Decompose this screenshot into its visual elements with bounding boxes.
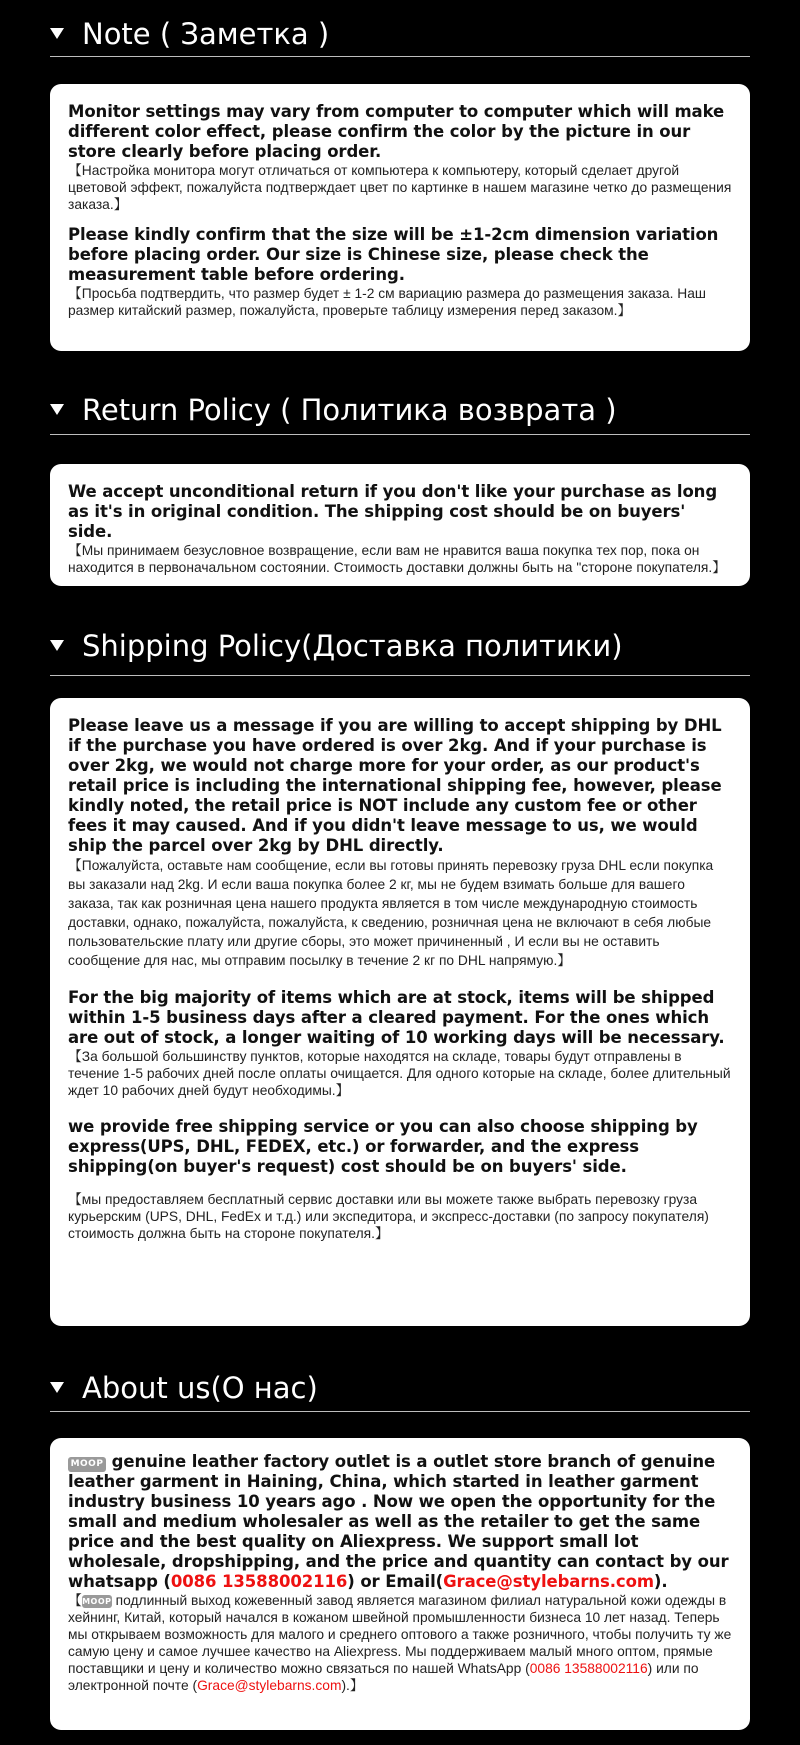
- brand-logo: MOOP: [68, 1457, 106, 1472]
- brand-logo: MOOP: [82, 1597, 112, 1606]
- about-paragraph-ru: 【MOOP подлинный выход кожевенный завод является магазином филиал натуральной кожи одежды в хейнинг, Китай, который начался в кожаном швейной промышленности бизнеса 10 лет назад. Теперь мы открываем возможность для малого и среднего оптового а также розничного, чтобы получить ту же самую цену и самое лучшее качество на Aliexpress. Мы поддерживаем малый много оптом, прямые поставщики и цену и количество можно связаться по нашей WhatsApp (0086 13588002116) или по электронной почте (Grace@stylebarns.com).】: [68, 1593, 732, 1693]
- note-paragraph-en: Monitor settings may vary from computer to computer which will make different color effect, please confirm the color by the picture in our store clearly before placing order.: [68, 102, 725, 161]
- caret-down-icon: [50, 1382, 64, 1393]
- return-paragraph-en: We accept unconditional return if you don't like your purchase as long as it's in original condition. The shipping cost should be on buyers' side.: [68, 482, 718, 541]
- email-address: Grace@stylebarns.com: [443, 1572, 654, 1591]
- size-paragraph-en: Please kindly confirm that the size will be ±1-2cm dimension variation before placing order. Our size is Chinese size, please check the measurement table before ordering.: [68, 225, 719, 284]
- dhl-paragraph-en: Please leave us a message if you are willing to accept shipping by DHL if the purchase you have ordered is over 2kg. And if your purchase is over 2kg, we would not charge more for your order, as our product's retail price is including the international shipping fee, however, please kindly noted, the retail price is NOT include any custom fee or other fees it may caused. And if you didn't leave message to us, we would ship the parcel over 2kg by DHL directly.: [68, 716, 722, 855]
- caret-down-icon: [50, 28, 64, 39]
- section-header-about-us: [50, 1371, 750, 1412]
- whatsapp-number: 0086 13588002116: [170, 1572, 348, 1591]
- section-header-return-policy: [50, 393, 750, 435]
- section-header-note: [50, 17, 750, 57]
- express-paragraph-en: we provide free shipping service or you can also choose shipping by express(UPS, DHL, FEDEX, etc.) or forwarder, and the express shipping(on buyer's request) cost should be on buyers' side.: [68, 1117, 698, 1176]
- note-card: [50, 84, 750, 351]
- stock-paragraph-ru: 【За большой большинству пунктов, которые находятся на складе, товары будут отправлены в течение 1-5 рабочих дней после оплаты очищается. Для одного которые на складе, более длительный ждет 10 рабочих дней будут необходимы.】: [68, 1049, 731, 1098]
- about-paragraph-en: MOOP genuine leather factory outlet is a outlet store branch of genuine leather garment in Haining, China, which started in leather garment industry business 10 years ago . Now we open the opportunity for the small and medium wholesaler as well as the retailer to get the same price and the best quality on Aliexpress. We support small lot wholesale, dropshipping, and the price and quantity can contact by our whatsapp (0086 13588002116) or Email(Grace@stylebarns.com).: [68, 1452, 729, 1591]
- return-policy-card: [50, 464, 750, 586]
- caret-down-icon: [50, 640, 64, 651]
- about-us-card: [50, 1438, 750, 1730]
- express-paragraph-ru: 【мы предоставляем бесплатный сервис доставки или вы можете также выбрать перевозку груза курьерским (UPS, DHL, FedEx и т.д.) или экспедитора, и экспресс-доставки (по запросу покупателя) стоимость должна быть на стороне покупателя.】: [68, 1192, 709, 1241]
- section-title: Note ( Заметка ): [82, 17, 330, 51]
- section-title: Return Policy ( Политика возврата ): [82, 393, 617, 427]
- return-paragraph-ru: 【Мы принимаем безусловное возвращение, если вам не нравится ваша покупка тех пор, пока он находится в первоначальном состоянии. Стоимость доставки должны быть на "стороне покупателя.】: [68, 543, 727, 575]
- caret-down-icon: [50, 404, 64, 415]
- size-paragraph-ru: 【Просьба подтвердить, что размер будет ± 1-2 см вариацию размера до размещения заказа. Наш размер китайский размер, пожалуйста, проверьте таблицу измерения перед заказом.】: [68, 286, 706, 318]
- email-address: Grace@stylebarns.com: [197, 1678, 342, 1693]
- note-paragraph-ru: 【Настройка монитора могут отличаться от компьютера к компьютеру, который сделает другой цветовой эффект, пожалуйста подтверждает цвет по картинке в нашем магазине четко до размещения заказа.】: [68, 163, 732, 212]
- section-title: Shipping Policy(Доставка политики): [82, 629, 623, 663]
- stock-paragraph-en: For the big majority of items which are at stock, items will be shipped within 1-5 business days after a cleared payment. For the ones which are out of stock, a longer waiting of 10 working days will be necessary.: [68, 988, 725, 1047]
- section-title: About us(О нас): [82, 1371, 318, 1405]
- shipping-policy-card: [50, 698, 750, 1326]
- whatsapp-number: 0086 13588002116: [529, 1661, 648, 1676]
- section-header-shipping-policy: [50, 629, 750, 676]
- dhl-paragraph-ru: 【Пожалуйста, оставьте нам сообщение, если вы готовы принять перевозку груза DHL если покупка вы заказали над 2kg. И если ваша покупка более 2 кг, мы не будем взимать больше для вашего заказа, так как розничная цена нашего продукта является в том числе международную стоимость доставки, однако, пожалуйста, пожалуйста, к сведению, розничная цена не включают в себя любые пользовательские плату или другие сборы, это может причиненный , И если вы не оставить сообщение для нас, мы отправим посылку в течение 2 кг по DHL напрямую.】: [68, 858, 714, 968]
